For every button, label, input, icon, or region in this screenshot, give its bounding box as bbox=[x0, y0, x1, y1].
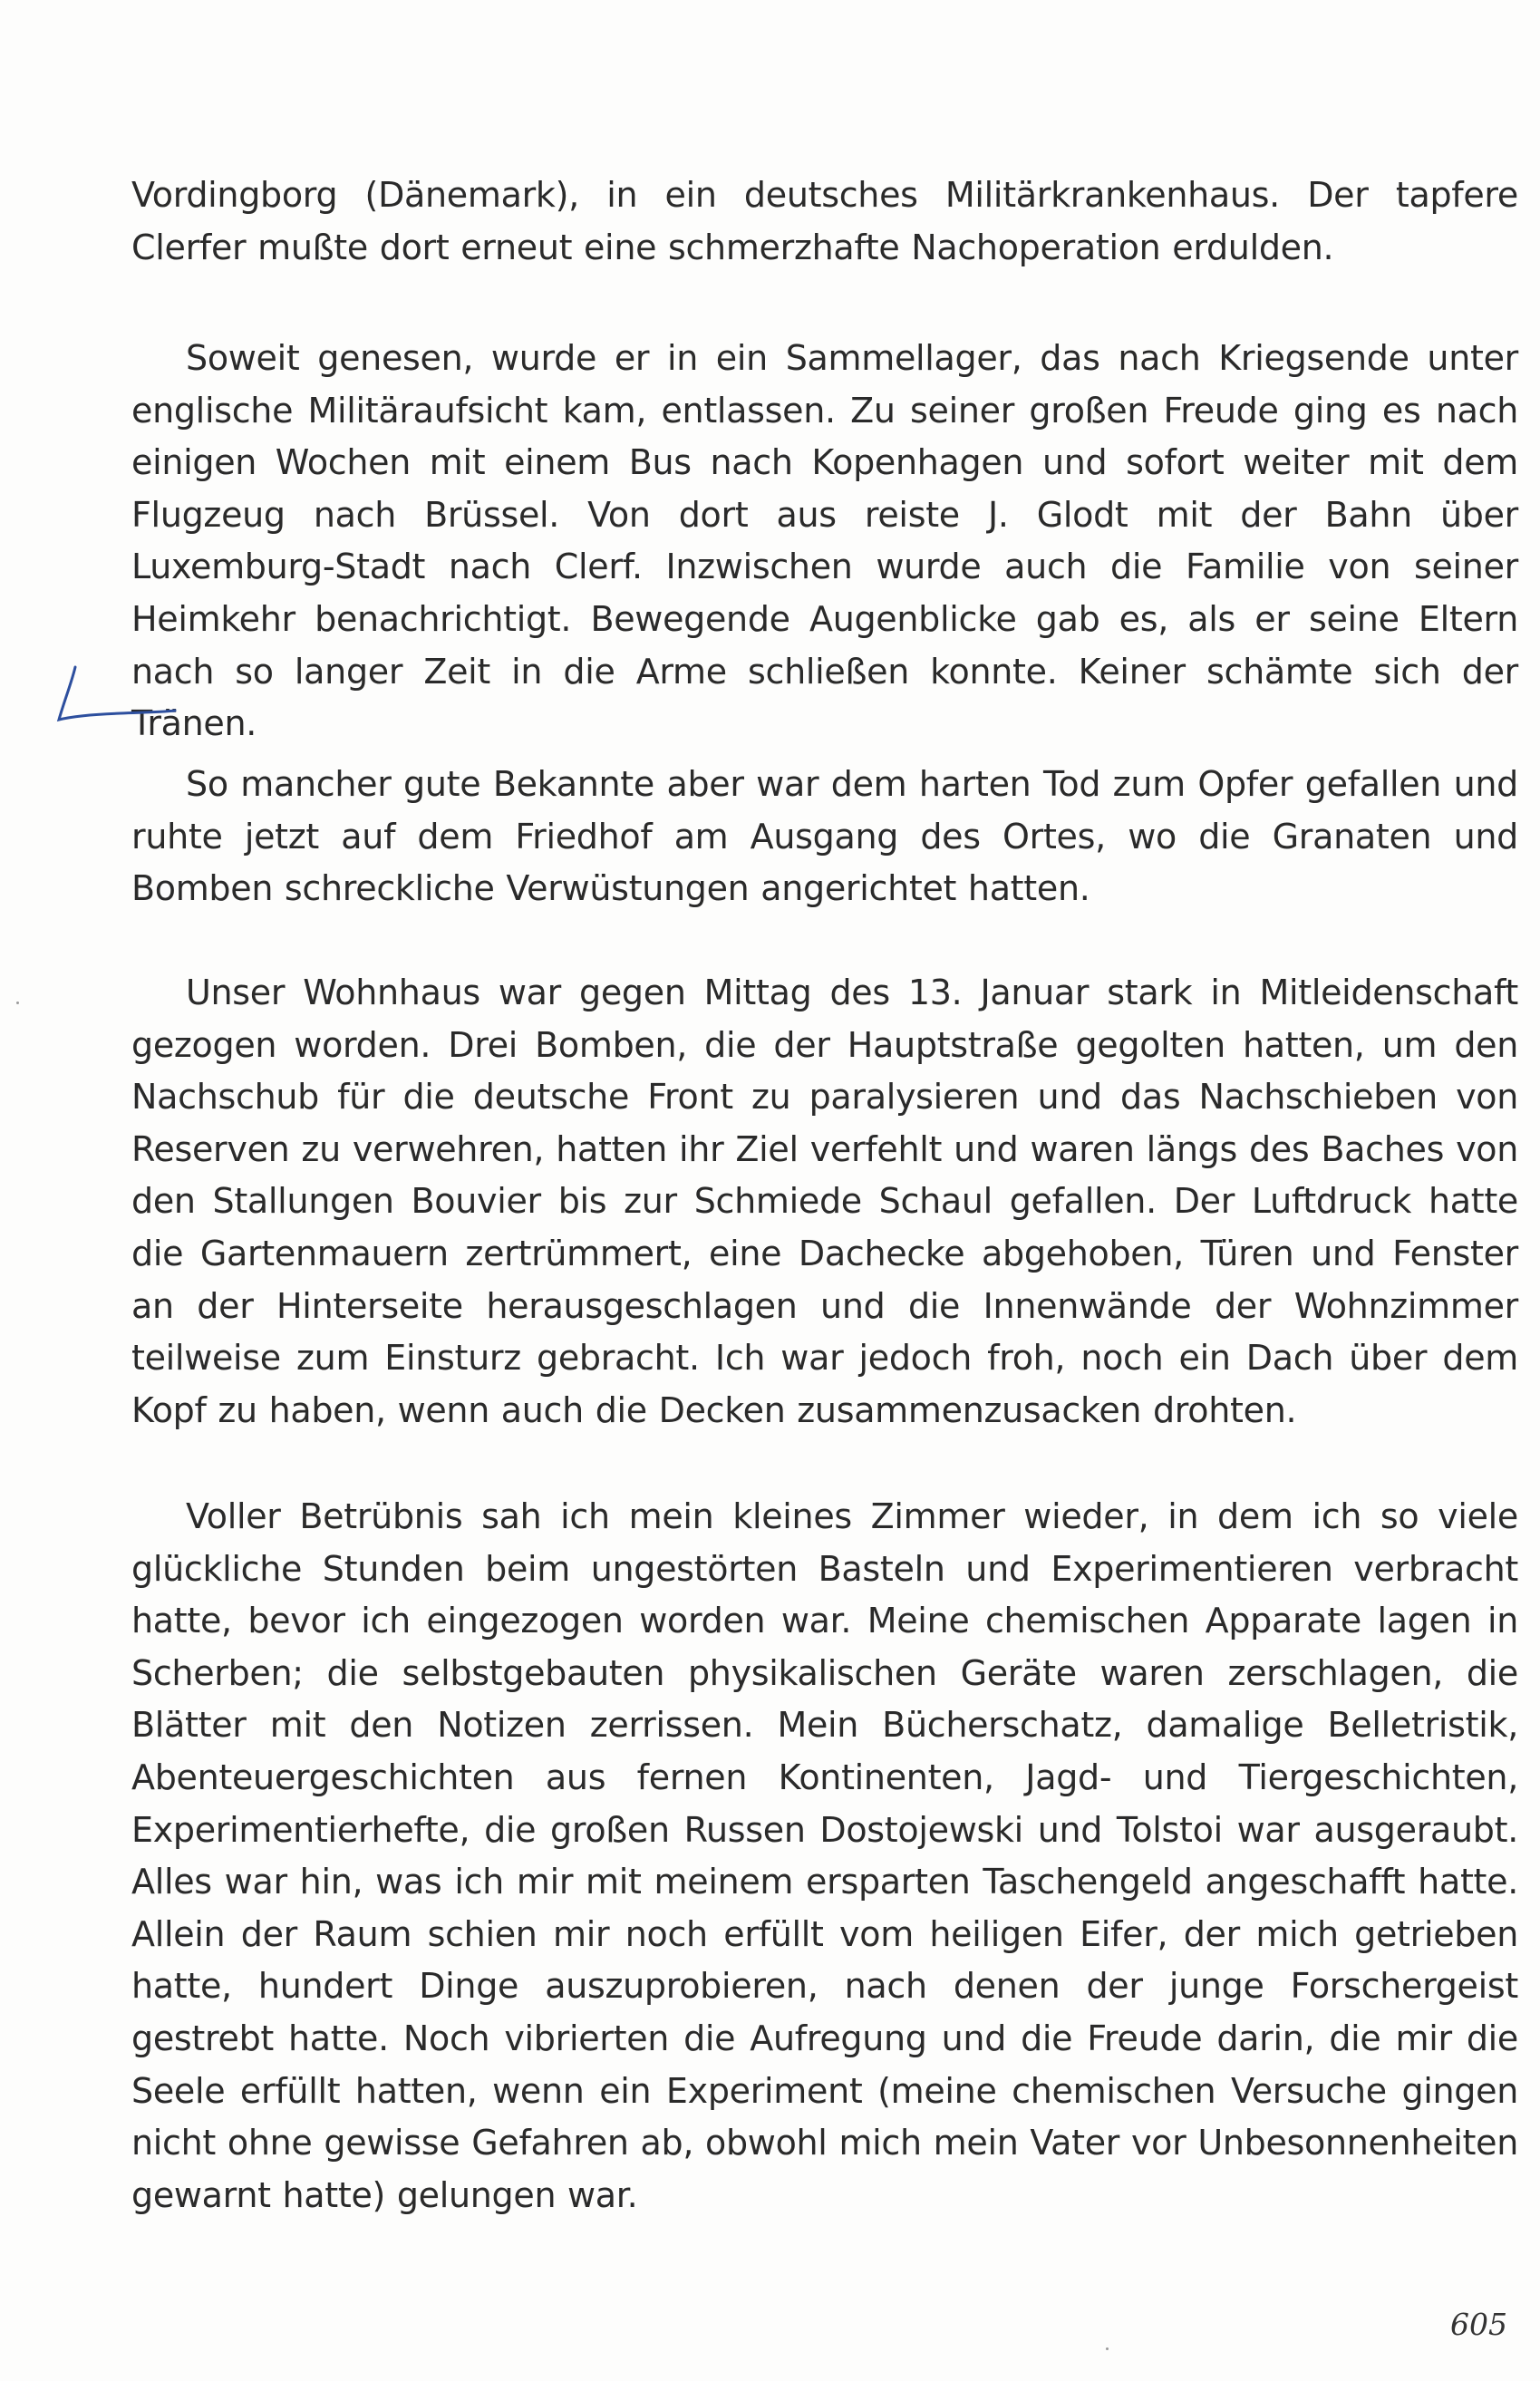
paragraph-homecoming: Soweit genesen, wurde er in ein Sammellager, das nach Kriegsende unter englische Militäraufsicht kam, entlassen. Zu seiner großen Freude ging es nach einigen Wochen mit einem Bus nach Kopenhagen und sofort weiter mit dem Flugzeug nach Brüssel. Von dort aus reiste J. Glodt mit der Bahn über Luxemburg-Stadt nach Clerf. Inzwischen wurde auch die Familie von seiner Heimkehr benachrichtigt. Bewegende Augenblicke gab es, als er seine Eltern nach so langer Zeit in die Arme schließen konnte. Keiner schämte sich der Tränen. bbox=[131, 338, 1518, 744]
scan-speck bbox=[16, 1002, 19, 1004]
paragraph-room: Voller Betrübnis sah ich mein kleines Zimmer wieder, in dem ich so viele glückliche Stunden beim ungestörten Basteln und Experimentieren verbracht hatte, bevor ich eingezogen worden war. Meine chemischen Apparate lagen in Scherben; die selbstgebauten physikalischen Geräte waren zerschlagen, die Blätter mit den Notizen zerrissen. Mein Bücherschatz, damalige Belletristik, Abenteuergeschichten aus fernen Kontinenten, Jagd- und Tiergeschichten, Experimentierhefte, die großen Russen Dostojewski und Tolstoi war ausgeraubt. Alles war hin, was ich mir mit meinem ersparten Taschengeld angeschafft hatte. Allein der Raum schien mir noch erfüllt vom heiligen Eifer, der mich getrieben hatte, hundert Dinge auszuprobieren, nach denen der junge Forschergeist gestrebt hatte. Noch vibrierten die Aufregung und die Freude darin, die mir die Seele erfüllt hatten, wenn ein Experiment (meine chemischen Versuche gingen nicht ohne gewisse Gefahren ab, obwohl mich mein Vater vor Unbesonnenheiten gewarnt hatte) gelungen war. bbox=[131, 1496, 1518, 2215]
paragraph-cemetery: So mancher gute Bekannte aber war dem harten Tod zum Opfer gefallen und ruhte jetzt auf dem Friedhof am Ausgang des Ortes, wo die Granaten und Bomben schreckliche Verwüstungen angerichtet hatten. bbox=[131, 764, 1518, 909]
handwritten-pen-mark bbox=[50, 660, 186, 732]
scan-speck bbox=[1106, 2347, 1109, 2350]
paragraph-vordingborg: Vordingborg (Dänemark), in ein deutsches Militärkrankenhaus. Der tapfere Clerfer mußte dort erneut eine schmerzhafte Nachoperation erdulden. bbox=[131, 175, 1518, 267]
paragraph-house-damage: Unser Wohnhaus war gegen Mittag des 13. Januar stark in Mitleidenschaft gezogen worden. Drei Bomben, die der Hauptstraße gegolten hatten, um den Nachschub für die deutsche Front zu paralysieren und das Nachschieben von Reserven zu verwehren, hatten ihr Ziel verfehlt und waren längs des Baches von den Stallungen Bouvier bis zur Schmiede Schaul gefallen. Der Luftdruck hatte die Gartenmauern zertrümmert, eine Dachecke abgehoben, Türen und Fenster an der Hinterseite herausgeschlagen und die Innenwände der Wohnzimmer teilweise zum Einsturz gebracht. Ich war jedoch froh, noch ein Dach über dem Kopf zu haben, wenn auch die Decken zusammenzusacken drohten. bbox=[131, 973, 1518, 1430]
page-number: 605 bbox=[1450, 2307, 1507, 2342]
